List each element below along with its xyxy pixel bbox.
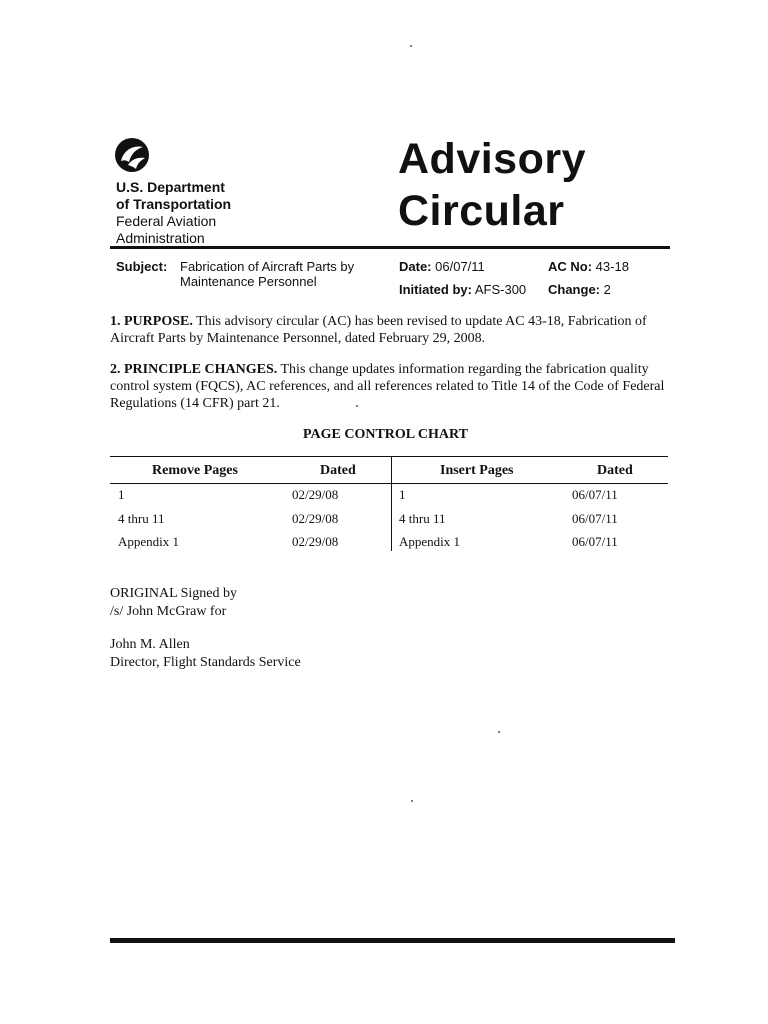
change-label: Change: [548, 282, 600, 297]
signatory-title: Director, Flight Standards Service [110, 655, 301, 670]
table-cell: 02/29/08 [292, 534, 339, 549]
acno-field [548, 259, 629, 274]
subject-line: Maintenance Personnel [180, 274, 317, 289]
table-cell: 1 [399, 487, 406, 502]
signature-block [110, 585, 237, 621]
signature-line: /s/ John McGraw for [110, 604, 227, 619]
table-divider [391, 456, 392, 551]
agency-line: of Transportation [116, 196, 232, 212]
table-cell: 1 [118, 487, 125, 502]
dot-logo-icon [112, 135, 152, 175]
title-line: Circular [398, 187, 565, 235]
initiated-label: Initiated by: [399, 282, 472, 297]
acno-label: AC No: [548, 259, 593, 274]
table-header: Remove Pages [152, 463, 238, 478]
purpose-heading: 1. PURPOSE. [110, 314, 193, 329]
agency-line: Federal Aviation [116, 213, 217, 229]
table-cell: 4 thru 11 [118, 511, 165, 526]
title-line: Advisory [398, 135, 587, 183]
agency-line: Administration [116, 230, 205, 246]
table-header: Dated [597, 463, 633, 478]
changes-text: This change updates information regarding the fabrication quality control system (FQCS), AC references, and all references related to Title 14 of the Code of Federal Regulations (14 CFR) part 21. [110, 362, 665, 411]
table-header: Dated [320, 463, 356, 478]
acno-value: 43-18 [595, 259, 629, 274]
subject-line: Fabrication of Aircraft Parts by [180, 259, 355, 274]
signatory-name: John M. Allen [110, 637, 190, 652]
subject-label: Subject: [116, 259, 168, 274]
table-cell: Appendix 1 [118, 534, 180, 549]
signature-line: ORIGINAL Signed by [110, 586, 238, 601]
change-field [548, 282, 611, 297]
date-field [399, 259, 485, 274]
document-type-title [398, 133, 586, 237]
table-cell: 06/07/11 [572, 534, 618, 549]
initiated-value: AFS-300 [474, 282, 527, 297]
table-header: Insert Pages [440, 463, 514, 478]
footer-rule [110, 938, 675, 943]
signatory-block [110, 636, 301, 672]
table-header-rule [110, 483, 668, 484]
subject-value [180, 259, 354, 289]
table-top-rule [110, 456, 668, 457]
changes-paragraph [110, 361, 680, 412]
scan-speck [498, 731, 500, 733]
changes-heading: 2. PRINCIPLE CHANGES. [110, 362, 278, 377]
table-cell: 02/29/08 [292, 487, 339, 502]
change-value: 2 [603, 282, 611, 297]
scan-speck [411, 800, 413, 802]
table-cell: 02/29/08 [292, 511, 339, 526]
date-value: 06/07/11 [435, 259, 485, 274]
table-cell: 06/07/11 [572, 511, 618, 526]
initiated-field [399, 282, 526, 297]
page-control-title: PAGE CONTROL CHART [303, 427, 468, 442]
purpose-paragraph [110, 313, 680, 347]
scan-speck [356, 405, 358, 407]
date-label: Date: [399, 259, 432, 274]
purpose-text: This advisory circular (AC) has been revised to update AC 43-18, Fabrication of Aircraft Parts by Maintenance Personnel, dated February 29, 2008. [110, 314, 647, 346]
table-cell: Appendix 1 [399, 534, 461, 549]
header-rule [110, 246, 670, 249]
table-cell: 06/07/11 [572, 487, 618, 502]
page-control-table [110, 456, 668, 551]
agency-block [116, 179, 231, 247]
table-cell: 4 thru 11 [399, 511, 446, 526]
scan-speck [410, 45, 412, 47]
agency-line: U.S. Department [116, 179, 225, 195]
